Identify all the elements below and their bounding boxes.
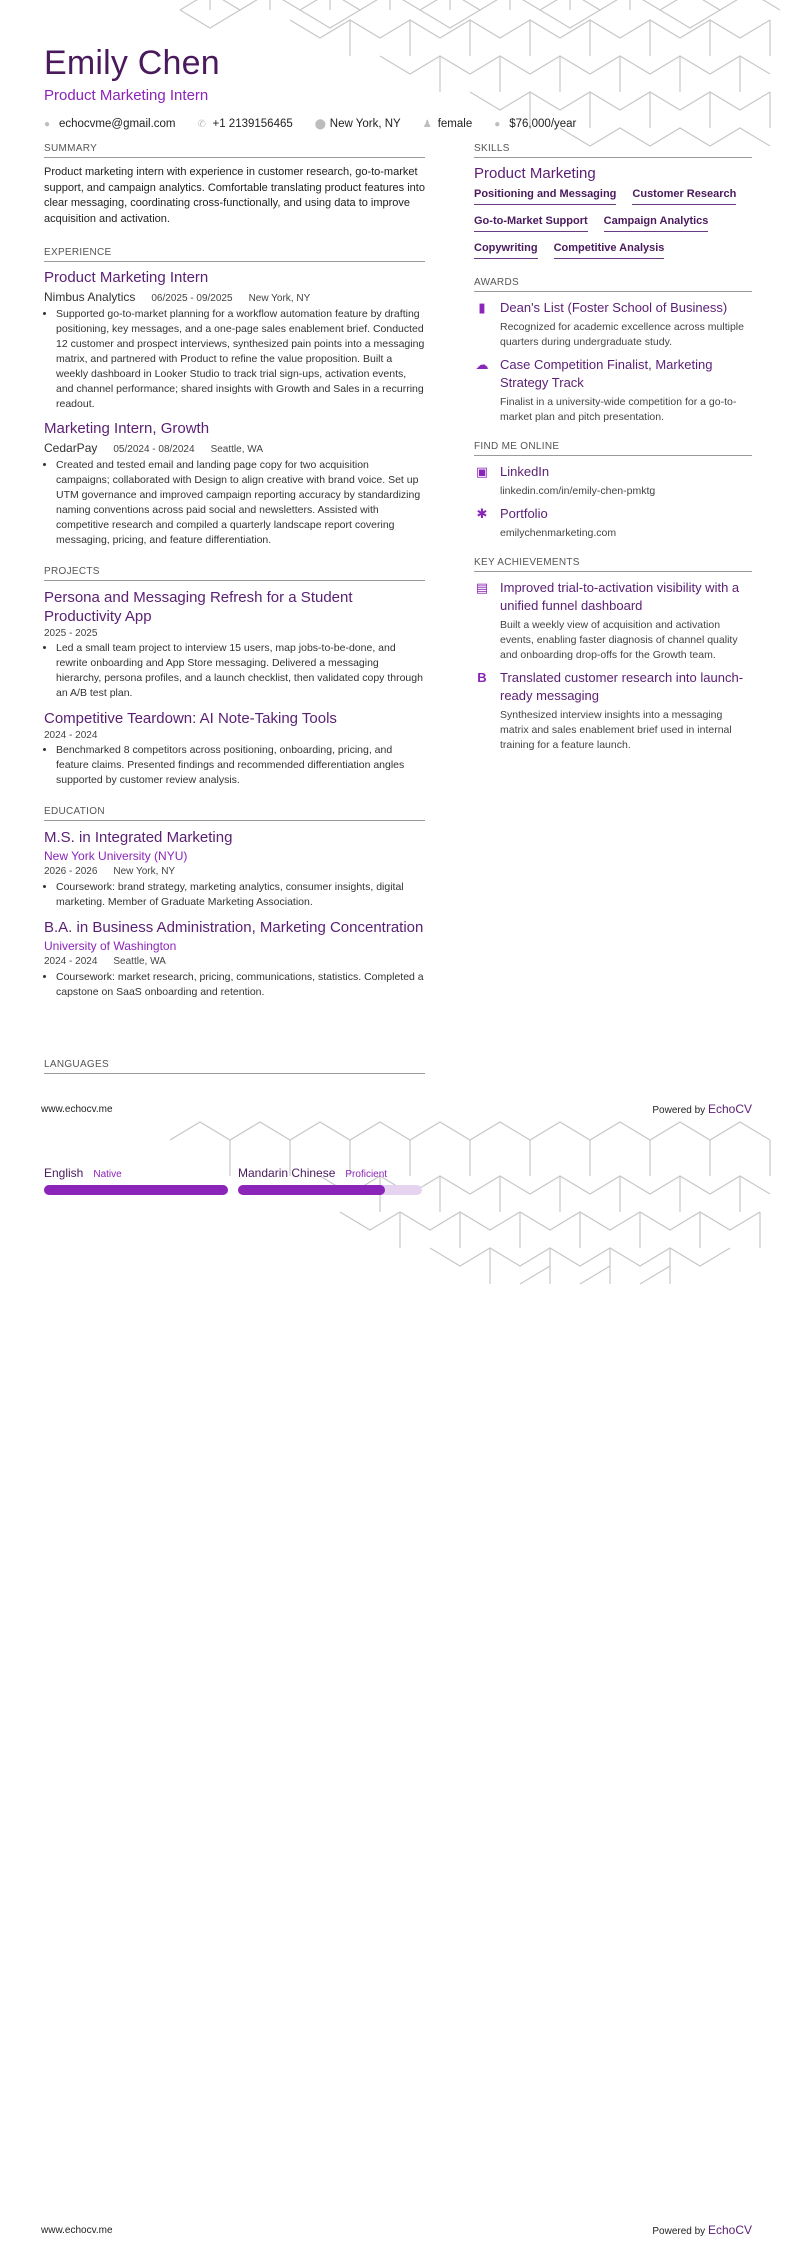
education-bullet: • Coursework: market research, pricing, communications, statistics. Completed a capstone on SaaS onboarding and retention. xyxy=(56,970,425,1000)
skill-group-title: Product Marketing xyxy=(474,165,596,182)
skill-tag: Positioning and Messaging xyxy=(474,188,616,205)
job-dates: 05/2024 - 08/2024 xyxy=(113,444,195,455)
education-heading: EDUCATION xyxy=(44,806,425,821)
bookmark-icon: ▮ xyxy=(478,300,486,315)
achievement-item xyxy=(474,579,752,663)
bold-b-icon: B xyxy=(477,670,487,685)
school-name: University of Washington xyxy=(44,939,177,953)
document-icon: ▤ xyxy=(475,580,489,595)
company-name: Nimbus Analytics xyxy=(44,290,136,304)
job-title: Product Marketing Intern xyxy=(44,269,209,286)
online-item[interactable] xyxy=(474,505,752,541)
contact-salary: ● $76,000/year xyxy=(494,118,577,130)
skill-tag: Copywriting xyxy=(474,242,538,259)
summary-text: Product marketing intern with experience in customer research, go-to-market support, and campaign analytics. Comfortable translating product features into clear messaging, coordinating cross-functionally, and using data to improve acquisition and activation. xyxy=(44,166,425,225)
experience-item xyxy=(44,269,425,412)
language-name: English xyxy=(44,1166,84,1180)
brand-name[interactable]: EchoCV xyxy=(707,1102,752,1116)
online-url[interactable]: linkedin.com/in/emily-chen-pmktg xyxy=(500,485,656,497)
languages-list xyxy=(44,1166,422,1195)
achievement-title: Improved trial-to-activation visibility with a unified funnel dashboard xyxy=(500,580,740,613)
award-desc: Recognized for academic excellence across multiple quarters during undergraduate study. xyxy=(500,321,744,348)
education-item xyxy=(44,918,425,1000)
award-title: Dean's List (Foster School of Business) xyxy=(500,300,728,315)
language-bar xyxy=(238,1185,422,1195)
skill-tag: Go-to-Market Support xyxy=(474,215,588,232)
candidate-title: Product Marketing Intern xyxy=(44,87,209,104)
left-column xyxy=(44,143,425,1008)
skill-tag: Competitive Analysis xyxy=(554,242,665,259)
achievement-desc: Synthesized interview insights into a messaging matrix and sales enablement brief used in internal training for a feature launch. xyxy=(500,709,732,751)
contact-location: ⬤ New York, NY xyxy=(314,118,401,130)
language-item xyxy=(44,1166,228,1195)
summary-heading: SUMMARY xyxy=(44,143,425,158)
award-desc: Finalist in a university-wide competition for a go-to-market plan and pitch presentation. xyxy=(500,396,737,423)
award-item xyxy=(474,299,752,350)
brand-name[interactable]: EchoCV xyxy=(707,2223,752,2237)
project-item xyxy=(44,709,425,788)
education-location: Seattle, WA xyxy=(113,956,166,967)
powered-by: Powered by EchoCV xyxy=(652,2223,752,2237)
gender-icon: ♟ xyxy=(422,118,432,130)
right-column xyxy=(474,143,752,1008)
powered-by: Powered by EchoCV xyxy=(652,1102,752,1116)
education-location: New York, NY xyxy=(113,866,176,877)
achievements-heading: KEY ACHIEVEMENTS xyxy=(474,557,752,572)
project-item xyxy=(44,588,425,701)
education-item xyxy=(44,828,425,910)
language-level: Native xyxy=(93,1169,122,1180)
job-dates: 06/2025 - 09/2025 xyxy=(151,293,233,304)
contact-gender: ♟ female xyxy=(422,118,473,130)
project-dates: 2024 - 2024 xyxy=(44,730,98,741)
skill-tag: Campaign Analytics xyxy=(604,215,709,232)
project-title: Persona and Messaging Refresh for a Student Productivity App xyxy=(44,589,353,625)
online-item[interactable] xyxy=(474,463,752,499)
language-name: Mandarin Chinese xyxy=(238,1166,336,1180)
online-title: Portfolio xyxy=(500,506,548,521)
job-title: Marketing Intern, Growth xyxy=(44,420,210,437)
language-bar-fill xyxy=(238,1185,385,1195)
achievement-title: Translated customer research into launch-ready messaging xyxy=(500,670,744,703)
projects-heading: PROJECTS xyxy=(44,566,425,581)
footer-site[interactable]: www.echocv.me xyxy=(41,1104,113,1115)
job-location: Seattle, WA xyxy=(210,444,263,455)
email-icon: ● xyxy=(44,118,51,130)
contact-email[interactable]: ● echocvme@gmail.com xyxy=(44,118,176,130)
contact-phone[interactable]: ✆ +1 2139156465 xyxy=(197,118,293,130)
bug-icon: ✱ xyxy=(476,506,488,521)
job-location: New York, NY xyxy=(248,293,311,304)
education-dates: 2024 - 2024 xyxy=(44,956,98,967)
project-bullet: • Benchmarked 8 competitors across positioning, onboarding, pricing, and feature claims. Presented findings and recommended differentiation angles supported by customer review analysis. xyxy=(56,743,425,788)
candidate-name: Emily Chen xyxy=(44,44,220,82)
salary-icon: ● xyxy=(494,118,501,130)
language-item xyxy=(238,1166,422,1195)
linkedin-icon: ▣ xyxy=(475,464,489,479)
experience-heading: EXPERIENCE xyxy=(44,247,425,262)
degree-title: B.A. in Business Administration, Marketing Concentration xyxy=(44,919,424,936)
online-url[interactable]: emilychenmarketing.com xyxy=(500,527,617,539)
skill-tag: Customer Research xyxy=(632,188,736,205)
achievement-desc: Built a weekly view of acquisition and activation events, enabling faster diagnosis of channel quality and onboarding drop-offs for the Growth team. xyxy=(500,619,738,661)
project-title: Competitive Teardown: AI Note-Taking Tools xyxy=(44,710,337,727)
online-title: LinkedIn xyxy=(500,464,550,479)
online-heading: FIND ME ONLINE xyxy=(474,441,752,456)
language-level: Proficient xyxy=(345,1169,388,1180)
project-bullet: • Led a small team project to interview 15 users, map jobs-to-be-done, and rewrite onboarding and App Store messaging. Delivered a messaging hierarchy, persona profiles, and a launch checklist, then validated copy through an A/B test plan. xyxy=(56,641,425,701)
award-item xyxy=(474,356,752,425)
awards-heading: AWARDS xyxy=(474,277,752,292)
language-bar xyxy=(44,1185,228,1195)
school-name: New York University (NYU) xyxy=(44,849,188,863)
footer-site[interactable]: www.echocv.me xyxy=(41,2225,113,2236)
award-title: Case Competition Finalist, Marketing Strategy Track xyxy=(500,357,713,390)
languages-heading: LANGUAGES xyxy=(44,1059,425,1074)
cloud-icon: ☁ xyxy=(475,357,489,372)
education-bullet: • Coursework: brand strategy, marketing analytics, consumer insights, digital marketing. Member of Graduate Marketing Association. xyxy=(56,880,425,910)
project-dates: 2025 - 2025 xyxy=(44,628,98,639)
job-bullet: • Created and tested email and landing page copy for two acquisition campaigns; collaborated with Design to align creative with brand voice. Set up UTM governance and improved campaign reporting accuracy by standardizing naming conventions across paid social and newsletters. Assisted with competitive research and compiled a quarterly landscape report covering messaging, pricing, and feature differentiation. xyxy=(56,458,425,548)
achievement-item xyxy=(474,669,752,753)
job-bullet: • Supported go-to-market planning for a workflow automation feature by drafting positioning, key messages, and a one-page sales enablement brief. Conducted 12 customer and prospect interviews, synthesized pain points into a messaging matrix, and partnered with Product to refine the value proposition. Built a weekly dashboard in Looker Studio to track trial sign-ups, activation events, and channel performance; shared insights with Growth and Sales in a recurring readout. xyxy=(56,307,425,412)
degree-title: M.S. in Integrated Marketing xyxy=(44,829,233,846)
language-bar-fill xyxy=(44,1185,228,1195)
skills-heading: SKILLS xyxy=(474,143,752,158)
education-dates: 2026 - 2026 xyxy=(44,866,98,877)
experience-item xyxy=(44,420,425,548)
skills-list xyxy=(474,188,752,259)
location-icon: ⬤ xyxy=(314,118,326,130)
company-name: CedarPay xyxy=(44,441,98,455)
phone-icon: ✆ xyxy=(197,118,206,130)
resume-body xyxy=(44,0,752,2246)
